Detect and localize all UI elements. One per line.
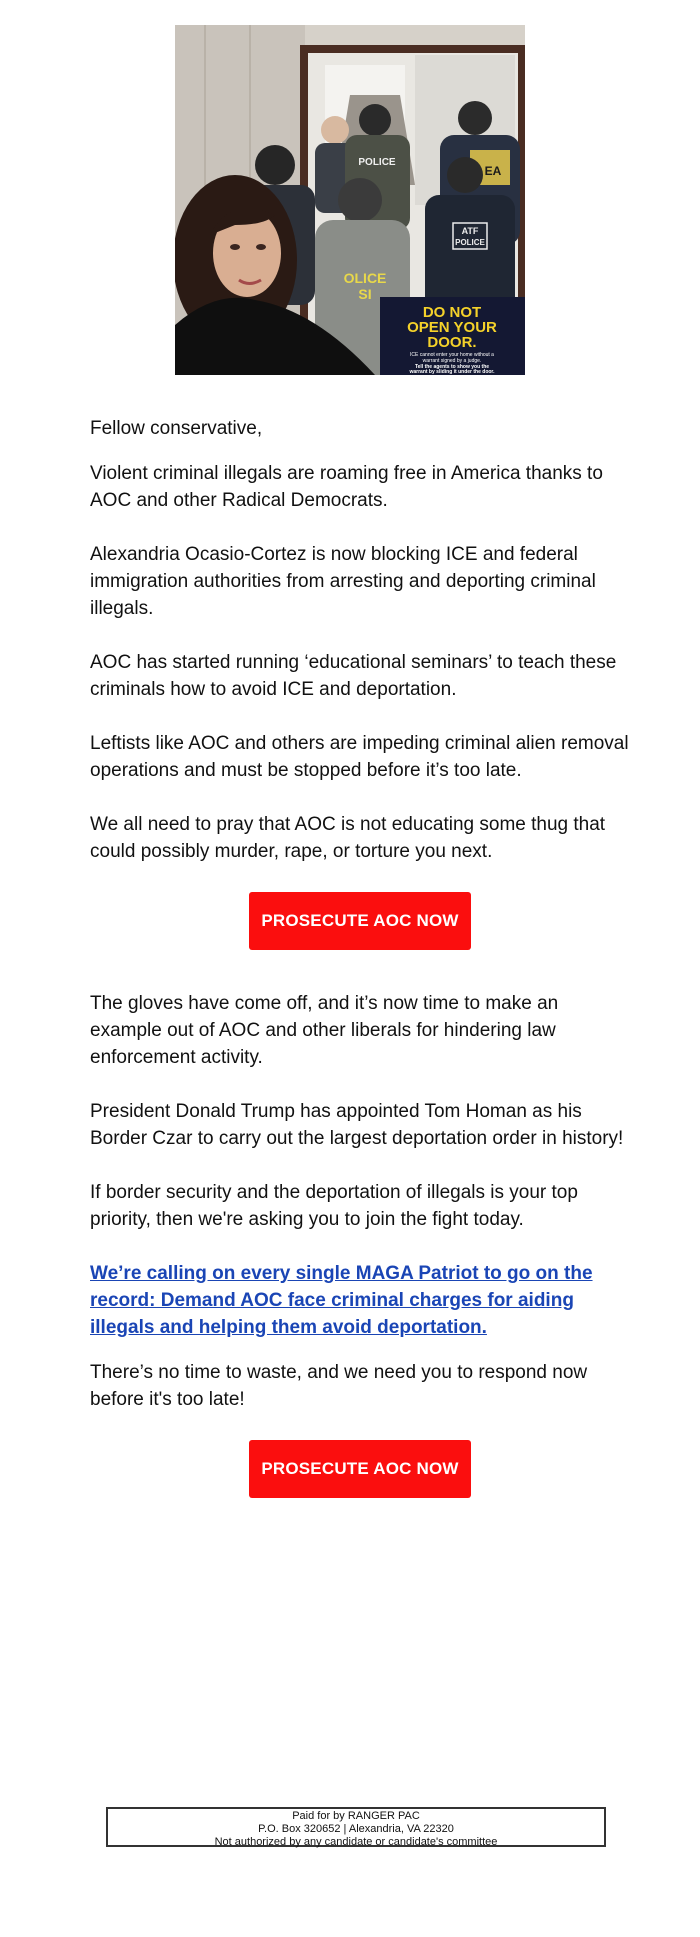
- disclaimer-paid-for: Paid for by RANGER PAC: [292, 1810, 420, 1822]
- sign-line-1: DO NOT: [422, 304, 482, 321]
- atf-police-label: POLICE: [455, 238, 485, 247]
- police-vest-label: POLICE: [358, 157, 396, 168]
- paragraph-1: Violent criminal illegals are roaming free in America thanks to AOC and other Radical Democrats.: [90, 463, 603, 511]
- paragraph-8: If border security and the deportation of illegals is your top priority, then we're asking you to join the fight today.: [90, 1182, 578, 1230]
- paragraph-9: There’s no time to waste, and we need you to respond now before it's too late!: [90, 1362, 588, 1410]
- disclaimer-address: P.O. Box 320652 | Alexandria, VA 22320: [258, 1823, 454, 1835]
- paragraph-3: AOC has started running ‘educational seminars’ to teach these criminals how to avoid ICE and deportation.: [90, 652, 617, 700]
- prosecute-aoc-button[interactable]: PROSECUTE AOC NOW: [249, 892, 471, 950]
- hero-image: [175, 25, 525, 375]
- paragraph-2: Alexandria Ocasio-Cortez is now blocking ICE and federal immigration authorities from arresting and deporting criminal illegals.: [90, 544, 596, 619]
- do-not-open-sign: [380, 297, 525, 375]
- demand-charges-link[interactable]: We’re calling on every single MAGA Patriot to go on the record: Demand AOC face criminal charges for aiding illegals and helping them avoid deportation.: [90, 1263, 593, 1338]
- prosecute-aoc-button-2[interactable]: PROSECUTE AOC NOW: [249, 1440, 471, 1498]
- paragraph-6: The gloves have come off, and it’s now time to make an example out of AOC and other liberals for hindering law enforcement activity.: [90, 993, 559, 1068]
- button-row-1: [90, 892, 630, 950]
- paragraph-4: Leftists like AOC and others are impeding criminal alien removal operations and must be stopped before it’s too late.: [90, 733, 629, 781]
- paragraph-5: We all need to pray that AOC is not educating some thug that could possibly murder, rape, or torture you next.: [90, 814, 606, 862]
- paragraph-7: President Donald Trump has appointed Tom Homan as his Border Czar to carry out the largest deportation order in history!: [90, 1101, 624, 1149]
- dea-vest-label: EA: [484, 164, 502, 178]
- disclaimer-box: [106, 1807, 606, 1847]
- disclaimer-authorization: Not authorized by any candidate or candidate's committee: [214, 1836, 498, 1848]
- sign-small-3: Tell the agents to show you the: [414, 364, 490, 370]
- letter-body: [90, 415, 630, 1538]
- button-row-2: [90, 1440, 630, 1498]
- olice-label: OLICE: [343, 270, 387, 286]
- sign-small-1: ICE cannot enter your home without a: [410, 352, 494, 358]
- atf-label: ATF: [461, 226, 479, 236]
- sign-small-2: warrant signed by a judge.: [422, 358, 482, 364]
- si-label: SI: [358, 286, 372, 302]
- sign-line-2: OPEN YOUR: [407, 319, 497, 336]
- sign-small-4: warrant by sliding it under the door.: [409, 369, 495, 375]
- greeting: Fellow conservative,: [90, 418, 263, 439]
- sign-line-3: DOOR.: [427, 334, 477, 351]
- hero-illustration: [175, 25, 525, 375]
